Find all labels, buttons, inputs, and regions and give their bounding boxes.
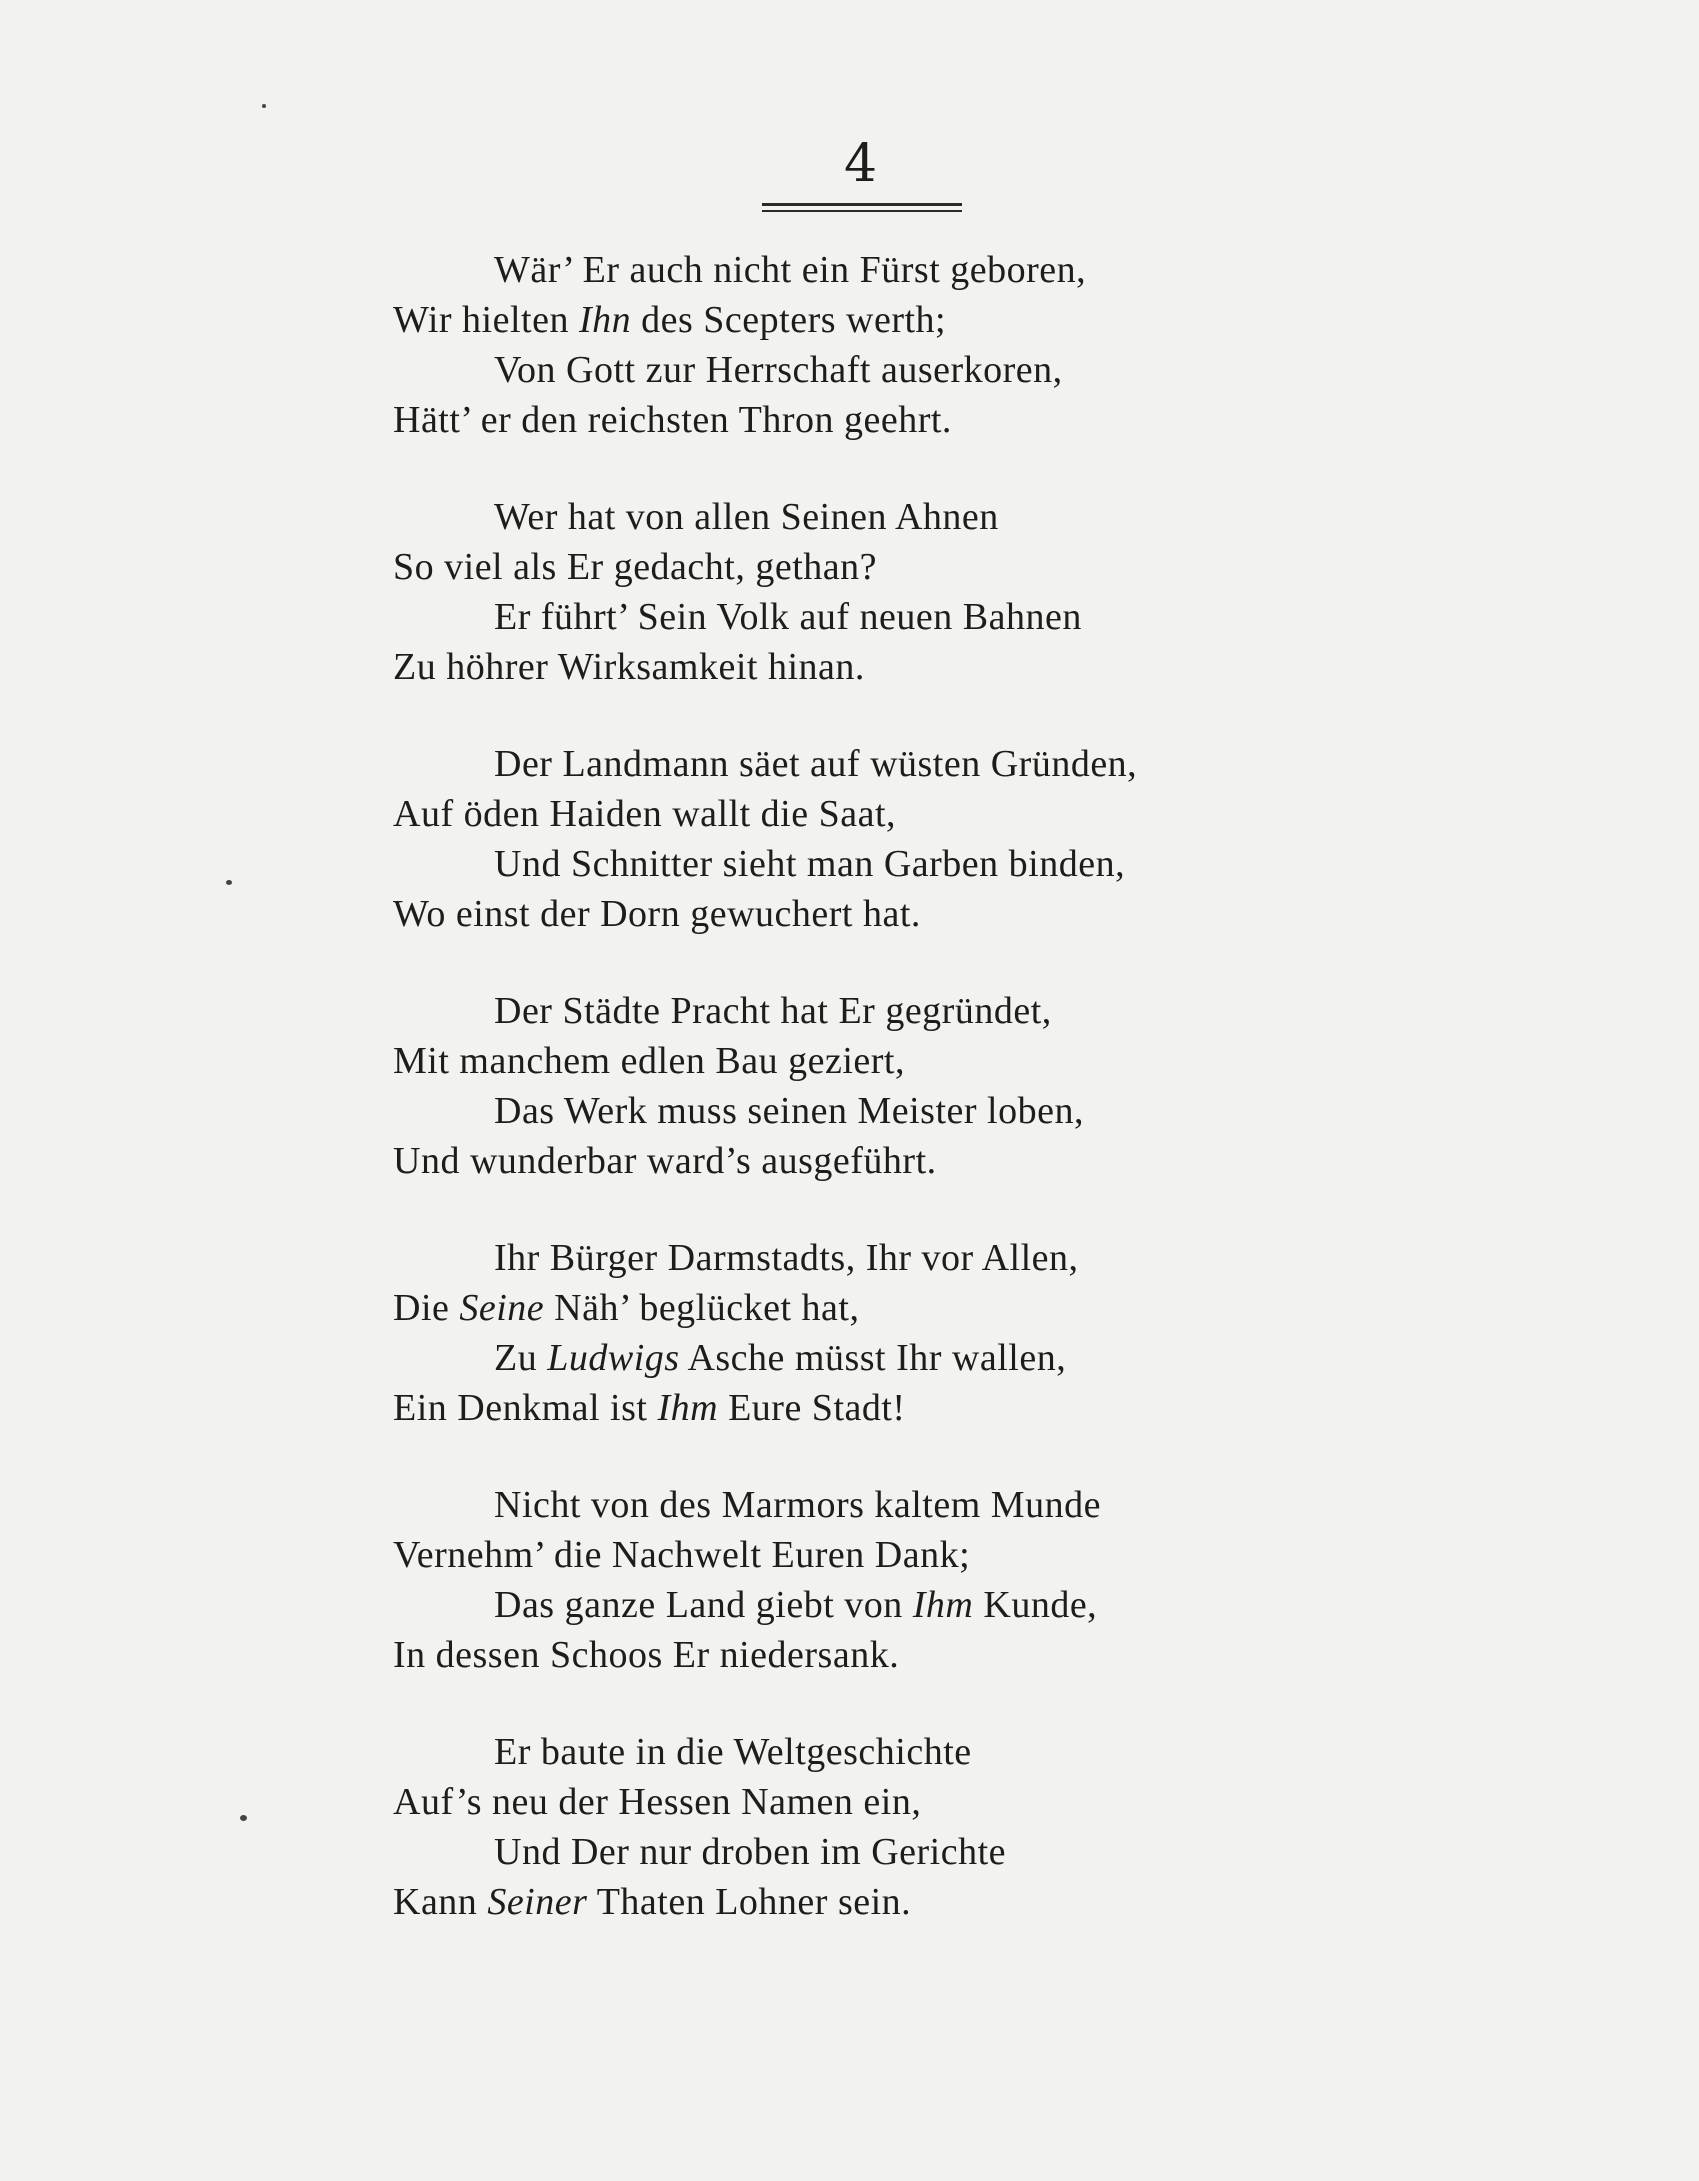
poem-line xyxy=(393,245,1393,295)
stanza xyxy=(393,1727,1393,1927)
line-text: Zu xyxy=(494,1337,548,1379)
line-text: Ein Denkmal ist xyxy=(393,1387,658,1429)
line-text: Und Der nur droben im Gerichte xyxy=(494,1831,1007,1873)
stanza xyxy=(393,1480,1393,1680)
poem-line xyxy=(393,1136,1393,1186)
line-text: Vernehm’ die Nachwelt Euren Dank; xyxy=(393,1534,971,1576)
poem-body xyxy=(393,245,1393,1974)
poem-line xyxy=(393,889,1393,939)
line-text: Hätt’ er den reichsten Thron geehrt. xyxy=(393,399,952,441)
poem-line xyxy=(393,739,1393,789)
paper-speck xyxy=(240,1815,247,1821)
line-text: des Scepters werth; xyxy=(631,299,947,341)
poem-line xyxy=(393,1877,1393,1927)
line-text: Näh’ beglücket hat, xyxy=(544,1287,860,1329)
header-rule-top xyxy=(762,203,962,206)
poem-line xyxy=(393,1036,1393,1086)
poem-line xyxy=(393,1630,1393,1680)
poem-line xyxy=(393,345,1393,395)
poem-line xyxy=(393,1233,1393,1283)
line-text: Wer hat von allen Seinen Ahnen xyxy=(494,496,999,538)
poem-line xyxy=(393,542,1393,592)
line-text: Mit manchem edlen Bau geziert, xyxy=(393,1040,905,1082)
emphasized-text: Ludwigs xyxy=(547,1337,680,1379)
line-text: Kann xyxy=(393,1881,488,1923)
line-text: So viel als Er gedacht, gethan? xyxy=(393,546,878,588)
poem-line xyxy=(393,1777,1393,1827)
line-text: Asche müsst Ihr wallen, xyxy=(679,1337,1067,1379)
poem-line xyxy=(393,986,1393,1036)
emphasized-text: Ihn xyxy=(578,299,632,341)
stanza xyxy=(393,986,1393,1186)
line-text: Kunde, xyxy=(973,1584,1098,1626)
poem-line xyxy=(393,1827,1393,1877)
page-number: 4 xyxy=(843,134,878,194)
stanza xyxy=(393,245,1393,445)
emphasized-text: Ihm xyxy=(657,1387,719,1429)
line-text: Eure Stadt! xyxy=(718,1387,906,1429)
paper-speck xyxy=(226,880,232,885)
emphasized-text: Seiner xyxy=(487,1881,588,1923)
line-text: Der Städte Pracht hat Er gegründet, xyxy=(494,990,1052,1032)
line-text: Thaten Lohner sein. xyxy=(587,1881,912,1923)
line-text: Nicht von des Marmors kaltem Munde xyxy=(494,1484,1101,1526)
line-text: Und Schnitter sieht man Garben binden, xyxy=(494,843,1126,885)
poem-line xyxy=(393,1283,1393,1333)
line-text: Wär’ Er auch nicht ein Fürst geboren, xyxy=(494,249,1087,291)
poem-line xyxy=(393,395,1393,445)
stanza xyxy=(393,492,1393,692)
poem-line xyxy=(393,1727,1393,1777)
line-text: Der Landmann säet auf wüsten Gründen, xyxy=(494,743,1138,785)
line-text: Auf öden Haiden wallt die Saat, xyxy=(393,793,897,835)
poem-line xyxy=(393,1383,1393,1433)
poem-line xyxy=(393,592,1393,642)
paper-speck xyxy=(262,104,266,108)
poem-line xyxy=(393,642,1393,692)
poem-line xyxy=(393,295,1393,345)
poem-line xyxy=(393,1086,1393,1136)
line-text: In dessen Schoos Er niedersank. xyxy=(393,1634,900,1676)
line-text: Auf’s neu der Hessen Namen ein, xyxy=(393,1781,922,1823)
poem-line xyxy=(393,1480,1393,1530)
line-text: Wir hielten xyxy=(393,299,579,341)
emphasized-text: Seine xyxy=(459,1287,545,1329)
poem-line xyxy=(393,1580,1393,1630)
poem-line xyxy=(393,1333,1393,1383)
stanza xyxy=(393,1233,1393,1433)
emphasized-text: Ihm xyxy=(912,1584,974,1626)
poem-line xyxy=(393,492,1393,542)
line-text: Von Gott zur Herrschaft auserkoren, xyxy=(494,349,1063,391)
line-text: Das ganze Land giebt von xyxy=(494,1584,913,1626)
line-text: Wo einst der Dorn gewuchert hat. xyxy=(393,893,921,935)
line-text: Und wunderbar ward’s ausgeführt. xyxy=(393,1140,937,1182)
line-text: Er führt’ Sein Volk auf neuen Bahnen xyxy=(494,596,1082,638)
poem-line xyxy=(393,1530,1393,1580)
line-text: Ihr Bürger Darmstadts, Ihr vor Allen, xyxy=(494,1237,1079,1279)
poem-line xyxy=(393,839,1393,889)
line-text: Zu höhrer Wirksamkeit hinan. xyxy=(393,646,865,688)
line-text: Die xyxy=(393,1287,460,1329)
poem-line xyxy=(393,789,1393,839)
stanza xyxy=(393,739,1393,939)
line-text: Er baute in die Weltgeschichte xyxy=(494,1731,972,1773)
header-rule-bottom xyxy=(762,210,962,212)
line-text: Das Werk muss seinen Meister loben, xyxy=(494,1090,1084,1132)
